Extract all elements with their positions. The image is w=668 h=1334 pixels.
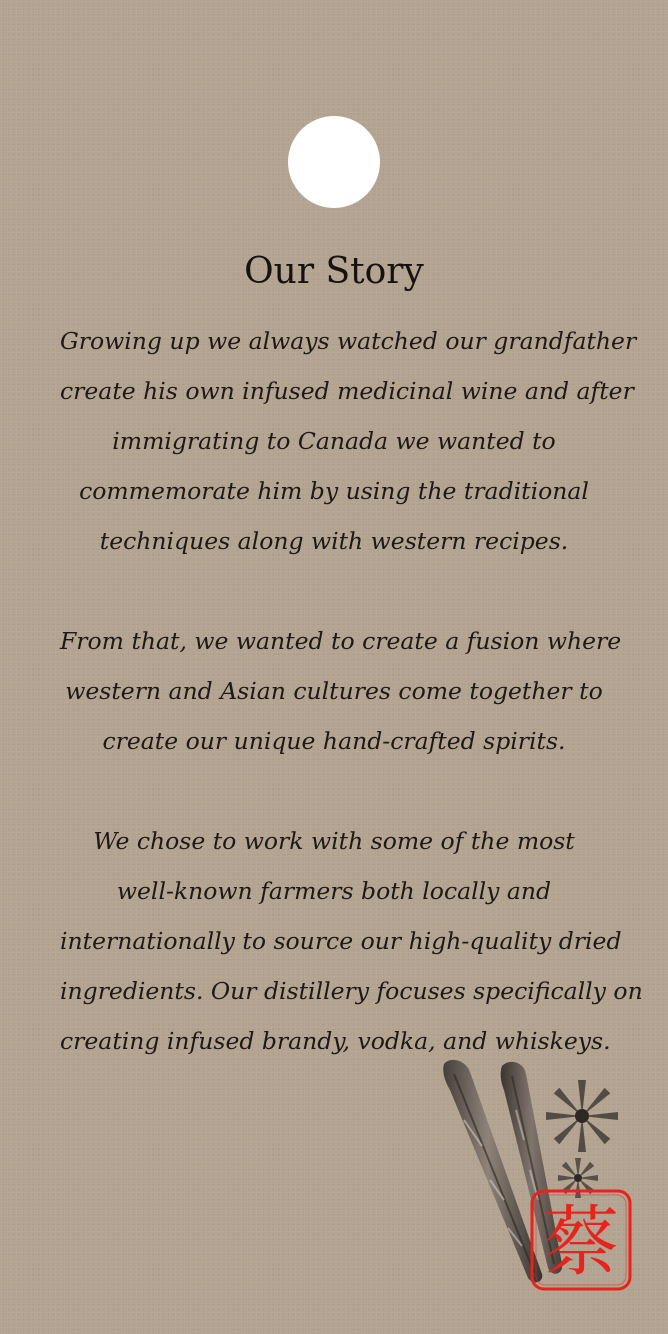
story-text bbox=[60, 316, 643, 1116]
story-line: creating infused brandy, vodka, and whiskeys. bbox=[60, 1027, 611, 1055]
story-line: create his own infused medicinal wine and after bbox=[60, 377, 634, 405]
story-line: well-known farmers both locally and bbox=[116, 877, 552, 905]
seal-stamp bbox=[529, 1188, 633, 1292]
story-line: We chose to work with some of the most bbox=[93, 827, 575, 855]
story-paragraph bbox=[60, 616, 622, 766]
story-paragraph bbox=[60, 816, 643, 1066]
hang-hole bbox=[288, 116, 380, 208]
story-line: ingredients. Our distillery focuses specifically on bbox=[60, 977, 643, 1005]
story-line: techniques along with western recipes. bbox=[99, 527, 569, 555]
story-line: immigrating to Canada we wanted to bbox=[112, 427, 556, 455]
story-line: From that, we wanted to create a fusion where bbox=[60, 627, 622, 655]
seal-character: 蔡 bbox=[543, 1197, 619, 1286]
star-anise-icon bbox=[546, 1080, 618, 1152]
story-line: commemorate him by using the traditional bbox=[79, 477, 589, 505]
story-paragraph bbox=[60, 316, 637, 566]
story-line: internationally to source our high-quality dried bbox=[60, 927, 622, 955]
story-line: Growing up we always watched our grandfather bbox=[60, 327, 637, 355]
story-line: western and Asian cultures come together to bbox=[65, 677, 603, 705]
page-title: Our Story bbox=[244, 251, 424, 292]
story-line: create our unique hand-crafted spirits. bbox=[102, 727, 566, 755]
